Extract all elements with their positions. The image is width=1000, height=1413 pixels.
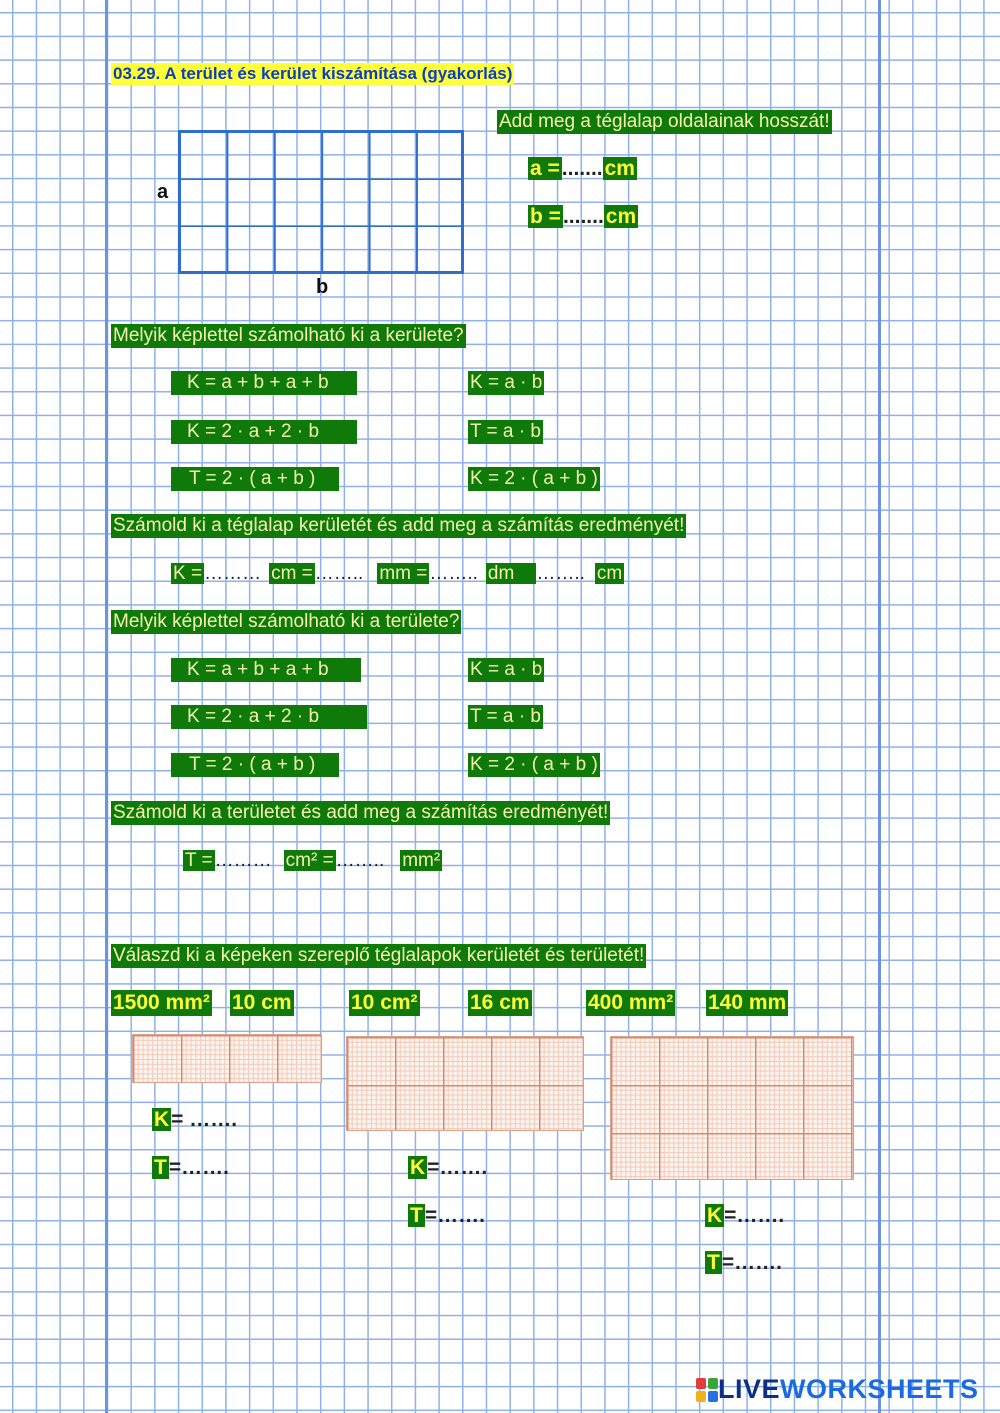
choice-value-6[interactable]: 140 mm xyxy=(708,991,787,1014)
rect1-k-label: K xyxy=(154,1108,170,1131)
perimeter-answer-mm[interactable]: …….. xyxy=(314,563,364,584)
area-option-3[interactable]: K = 2 · a + 2 · b xyxy=(171,705,367,729)
mm-paper-rectangle-1 xyxy=(132,1034,322,1083)
side-a-answer[interactable]: ....... xyxy=(561,157,603,180)
rect2-k-row xyxy=(408,1155,487,1181)
perimeter-option-2[interactable]: K = a · b xyxy=(470,372,543,393)
logo-text-live: LIVE xyxy=(718,1374,781,1404)
mm-paper-rectangle-2 xyxy=(346,1036,584,1131)
rectangle-figure xyxy=(178,130,464,274)
rect2-k-label: K xyxy=(410,1156,426,1179)
rect3-k-label: K xyxy=(707,1204,723,1227)
spacer xyxy=(384,849,400,873)
rect2-t-answer[interactable]: =……. xyxy=(424,1204,485,1227)
rect2-t-label: T xyxy=(410,1204,423,1227)
perimeter-k-label: K = xyxy=(173,563,203,584)
rect1-t-row xyxy=(152,1155,229,1181)
spacer xyxy=(585,562,595,586)
side-a-unit: cm xyxy=(604,157,635,180)
perimeter-option-6[interactable]: K = 2 · ( a + b ) xyxy=(470,468,598,489)
perimeter-answer-dm[interactable]: …….. xyxy=(429,563,478,584)
area-answer-cm2[interactable]: ……… xyxy=(214,850,272,871)
choice-value-4[interactable]: 16 cm xyxy=(470,991,530,1014)
rect1-t-answer[interactable]: =……. xyxy=(168,1156,229,1179)
rect1-k-answer[interactable]: = ……. xyxy=(171,1108,238,1131)
choice-value-5[interactable]: 400 mm² xyxy=(588,991,674,1014)
choice-value-2[interactable]: 10 cm xyxy=(232,991,292,1014)
side-b-row xyxy=(528,204,638,230)
area-option-6[interactable]: K = 2 · ( a + b ) xyxy=(470,754,598,775)
perimeter-calc-title: Számold ki a téglalap kerületét és add meg a számítás eredményét! xyxy=(113,515,685,536)
rect3-t-answer[interactable]: =……. xyxy=(721,1251,782,1274)
side-b-unit: cm xyxy=(605,205,637,228)
right-margin-line xyxy=(878,0,881,1413)
area-option-1[interactable]: K = a + b + a + b xyxy=(171,658,361,682)
area-calc-row xyxy=(183,849,442,873)
sides-prompt: Add meg a téglalap oldalainak hosszát! xyxy=(499,111,830,132)
liveworksheets-logo-icon xyxy=(696,1378,718,1402)
spacer xyxy=(363,562,377,586)
choice-value-3[interactable]: 10 cm² xyxy=(351,991,418,1014)
perimeter-option-3[interactable]: K = 2 · a + 2 · b xyxy=(171,420,357,444)
mm-paper-rectangle-3 xyxy=(610,1036,854,1180)
rect1-k-row xyxy=(152,1107,237,1133)
choose-title: Válaszd ki a képeken szereplő téglalapok kerületét és területét! xyxy=(113,945,645,966)
rect3-t-row xyxy=(705,1250,782,1276)
side-label-a: a xyxy=(157,181,169,203)
area-answer-mm2[interactable]: …….. xyxy=(335,850,385,871)
liveworksheets-logo-text xyxy=(718,1374,979,1404)
perimeter-unit-dm: dm xyxy=(486,563,536,584)
perimeter-unit-cm: cm = xyxy=(271,563,313,584)
area-option-4[interactable]: T = a · b xyxy=(470,706,541,727)
liveworksheets-logo xyxy=(696,1374,979,1405)
logo-text-worksheets: WORKSHEETS xyxy=(780,1374,979,1404)
side-b-label: b = xyxy=(530,205,561,228)
area-unit-mm2: mm² xyxy=(402,850,441,871)
choice-value-1[interactable]: 1500 mm² xyxy=(113,991,210,1014)
spacer xyxy=(261,562,269,586)
side-a-row xyxy=(528,156,637,182)
rect2-t-row xyxy=(408,1203,485,1229)
rect2-k-answer[interactable]: =……. xyxy=(427,1156,488,1179)
perimeter-unit-mm: mm = xyxy=(379,563,428,584)
spacer xyxy=(272,849,284,873)
page-title: 03.29. A terület és kerület kiszámítása (gyakorlás) xyxy=(113,64,513,83)
rect3-t-label: T xyxy=(707,1251,720,1274)
area-option-2[interactable]: K = a · b xyxy=(470,659,543,680)
perimeter-calc-row xyxy=(171,562,624,586)
perimeter-option-5[interactable]: T = 2 · ( a + b ) xyxy=(171,467,339,491)
side-a-label: a = xyxy=(530,157,560,180)
side-label-b: b xyxy=(316,276,329,298)
area-option-5[interactable]: T = 2 · ( a + b ) xyxy=(171,753,339,777)
perimeter-option-1[interactable]: K = a + b + a + b xyxy=(171,371,357,395)
perimeter-unit-cm-end: cm xyxy=(596,563,623,584)
spacer xyxy=(478,562,486,586)
area-question-title: Melyik képlettel számolható ki a területe? xyxy=(113,611,460,632)
perimeter-answer-cm-2[interactable]: …….. xyxy=(536,563,585,584)
rect1-t-label: T xyxy=(154,1156,167,1179)
rect3-k-answer[interactable]: =……. xyxy=(724,1204,785,1227)
left-margin-line xyxy=(105,0,108,1413)
area-t-label: T = xyxy=(185,850,213,871)
perimeter-answer-cm[interactable]: ……… xyxy=(204,563,262,584)
perimeter-option-4[interactable]: T = a · b xyxy=(470,421,541,442)
area-calc-title: Számold ki a területet és add meg a számítás eredményét! xyxy=(113,802,609,823)
side-b-answer[interactable]: ....... xyxy=(562,205,604,228)
perimeter-question-title: Melyik képlettel számolható ki a kerülete? xyxy=(113,325,464,346)
area-unit-cm2: cm² = xyxy=(285,850,334,871)
rect3-k-row xyxy=(705,1203,784,1229)
